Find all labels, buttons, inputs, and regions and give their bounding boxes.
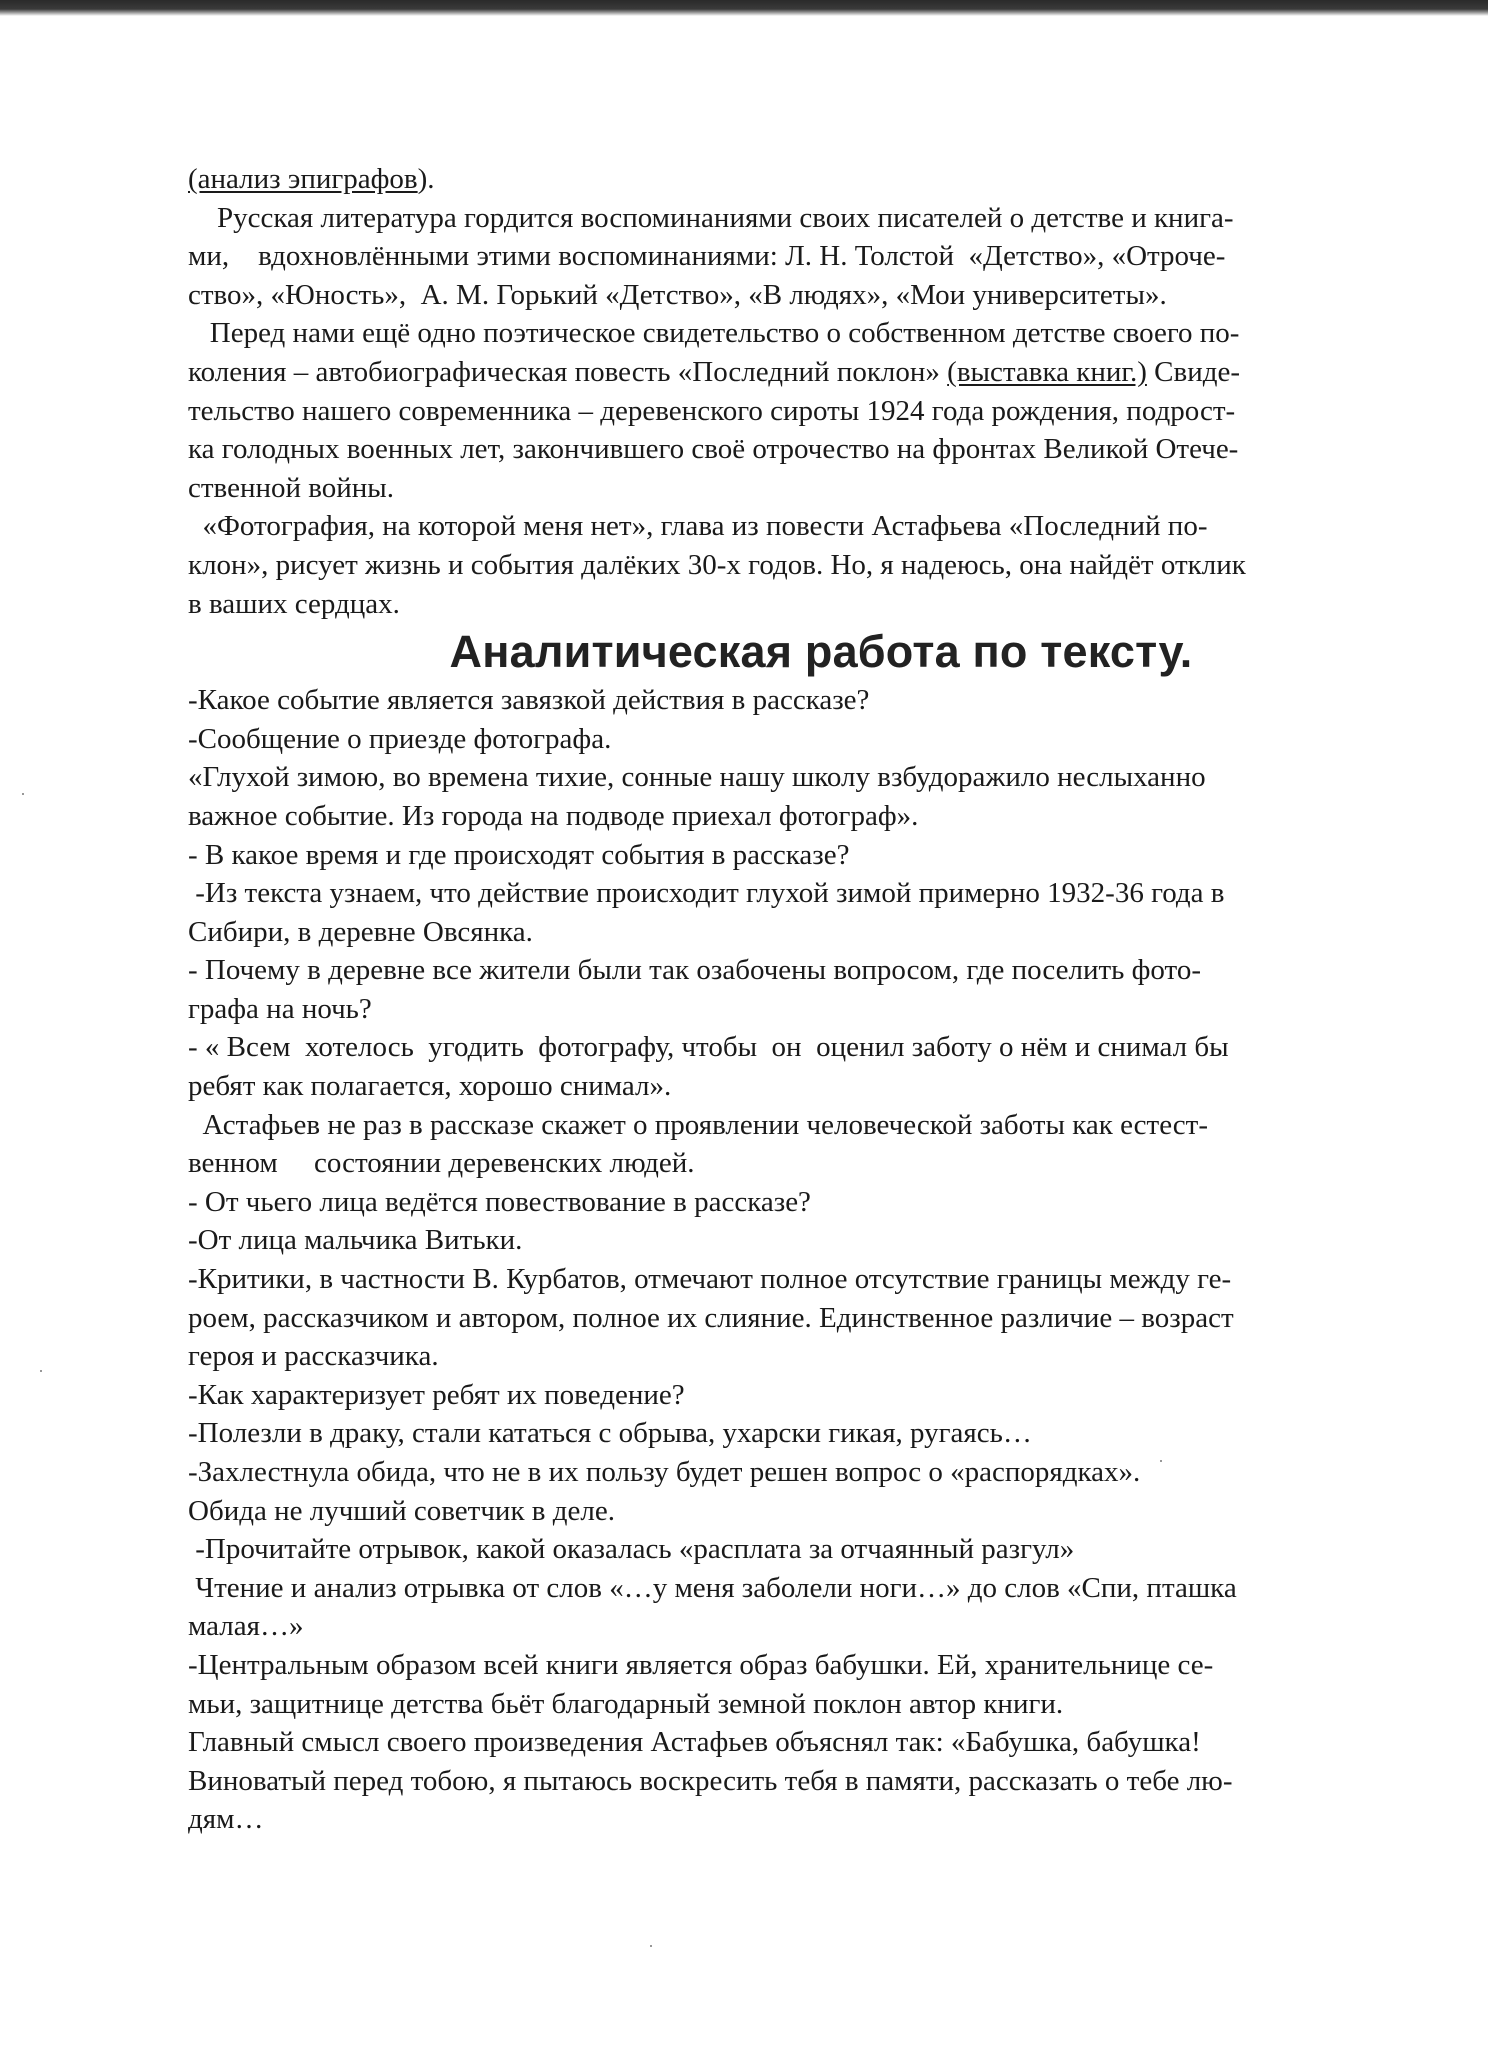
line-text: Свиде- [1146, 355, 1240, 388]
scan-speck [650, 1945, 652, 1947]
text-line: -Полезли в драку, стали кататься с обрыва, ухарски гикая, ругаясь… [188, 1417, 1032, 1450]
text-line: -Центральным образом всей книги является образ бабушки. Ей, хранительнице се- [188, 1648, 1214, 1681]
text-line [188, 199, 1420, 238]
text-line: Главный смысл своего произведения Астафьев объяснял так: «Бабушка, бабушка! [188, 1726, 1201, 1759]
text-line: Чтение и анализ отрывка от слов «…у меня заболели ноги…» до слов «Спи, пташка [188, 1571, 1237, 1604]
text-line [188, 585, 1420, 624]
scan-speck [40, 1370, 42, 1372]
section-heading: Аналитическая работа по тексту. [449, 626, 1193, 678]
text-line: героя и рассказчика. [188, 1340, 439, 1373]
text-line [188, 546, 1420, 585]
document-page [188, 160, 1420, 1839]
text-line [188, 469, 1420, 508]
line-text: Русская литература гордится воспоминаниями своих писателей о детстве и книга- [188, 201, 1234, 234]
text-line: Астафьев не раз в рассказе скажет о проявлении человеческой заботы как естест- [188, 1108, 1208, 1141]
scan-top-edge [0, 0, 1488, 16]
line-text: клон», рисует жизнь и события далёких 30-х годов. Но, я надеюсь, она найдёт отклик [188, 548, 1246, 581]
text-line: -Захлестнула обида, что не в их пользу будет решен вопрос о «распорядках». [188, 1456, 1141, 1488]
text-line: -Прочитайте отрывок, какой оказалась «расплата за отчаянный разгул» [188, 1533, 1075, 1566]
text-line [188, 276, 1420, 315]
text-line: - « Всем хотелось угодить фотографу, чтобы он оценил заботу о нём и снимал бы [188, 1031, 1229, 1064]
line-text: Перед нами ещё одно поэтическое свидетельство о собственном детстве своего по- [188, 317, 1240, 350]
text-line: мьи, защитнице детства бьёт благодарный земной поклон автор книги. [188, 1687, 1064, 1720]
text-line: -Какое событие является завязкой действия в рассказе? [188, 684, 870, 717]
analysis-section [188, 681, 1420, 1839]
line-text: тельство нашего современника – деревенского сироты 1924 года рождения, подрост- [188, 394, 1236, 427]
text-line: ребят как полагается, хорошо снимал». [188, 1070, 672, 1103]
text-line: - Почему в деревне все жители были так озабочены вопросом, где поселить фото- [188, 954, 1201, 987]
text-line [188, 507, 1420, 546]
text-line: роем, рассказчиком и автором, полное их слияние. Единственное различие – возраст [188, 1301, 1234, 1334]
text-line: графа на ночь? [188, 992, 372, 1025]
line-text: ка голодных военных лет, закончившего своё отрочество на фронтах Великой Отече- [188, 433, 1239, 466]
line-text: в ваших сердцах. [188, 587, 400, 620]
line-text: ство», «Юность», А. М. Горький «Детство», «В людях», «Мои университеты». [188, 278, 1167, 311]
scan-speck [1160, 1460, 1162, 1462]
text-line [188, 392, 1420, 431]
line-text: ми, вдохновлёнными этими воспоминаниями: Л. Н. Толстой «Детство», «Отроче- [188, 240, 1226, 273]
text-line [188, 314, 1420, 353]
text-line: Обида не лучший советчик в деле. [188, 1494, 615, 1527]
text-line [188, 353, 1420, 392]
text-line: «Глухой зимою, во времена тихие, сонные нашу школу взбудоражило неслыханно [188, 761, 1206, 794]
line-text: «Фотография, на которой меня нет», глава из повести Астафьева «Последний по- [188, 510, 1208, 543]
text-line: дям… [188, 1803, 264, 1836]
text-line [188, 430, 1420, 469]
text-line: - В какое время и где происходят события в рассказе? [188, 838, 850, 871]
text-line: -Из текста узнаем, что действие происходит глухой зимой примерно 1932-36 года в [188, 877, 1225, 910]
intro-section [188, 160, 1420, 623]
text-line: малая…» [188, 1610, 304, 1643]
underlined-note: (выставка книг.) [947, 355, 1147, 388]
text-line [188, 237, 1420, 276]
text-line [188, 160, 1420, 199]
text-line: важное событие. Из города на подводе приехал фотограф». [188, 799, 919, 832]
line-text: коления – автобиографическая повесть «Последний поклон» [188, 355, 948, 388]
text-line: Виноватый перед тобою, я пытаюсь воскресить тебя в памяти, рассказать о тебе лю- [188, 1764, 1233, 1797]
text-line: -Как характеризует ребят их поведение? [188, 1378, 685, 1411]
line-text: ственной войны. [188, 471, 395, 504]
line-text: ). [417, 163, 435, 195]
text-line: венном состоянии деревенских людей. [188, 1147, 695, 1180]
text-line: -Сообщение о приезде фотографа. [188, 722, 612, 755]
text-line: - От чьего лица ведётся повествование в рассказе? [188, 1185, 811, 1218]
scan-speck [22, 793, 24, 795]
underlined-note: (анализ эпиграфов [188, 163, 418, 195]
text-line: Сибири, в деревне Овсянка. [188, 915, 533, 948]
text-line: -Критики, в частности В. Курбатов, отмечают полное отсутствие границы между ге- [188, 1263, 1232, 1296]
text-line: -От лица мальчика Витьки. [188, 1224, 523, 1257]
